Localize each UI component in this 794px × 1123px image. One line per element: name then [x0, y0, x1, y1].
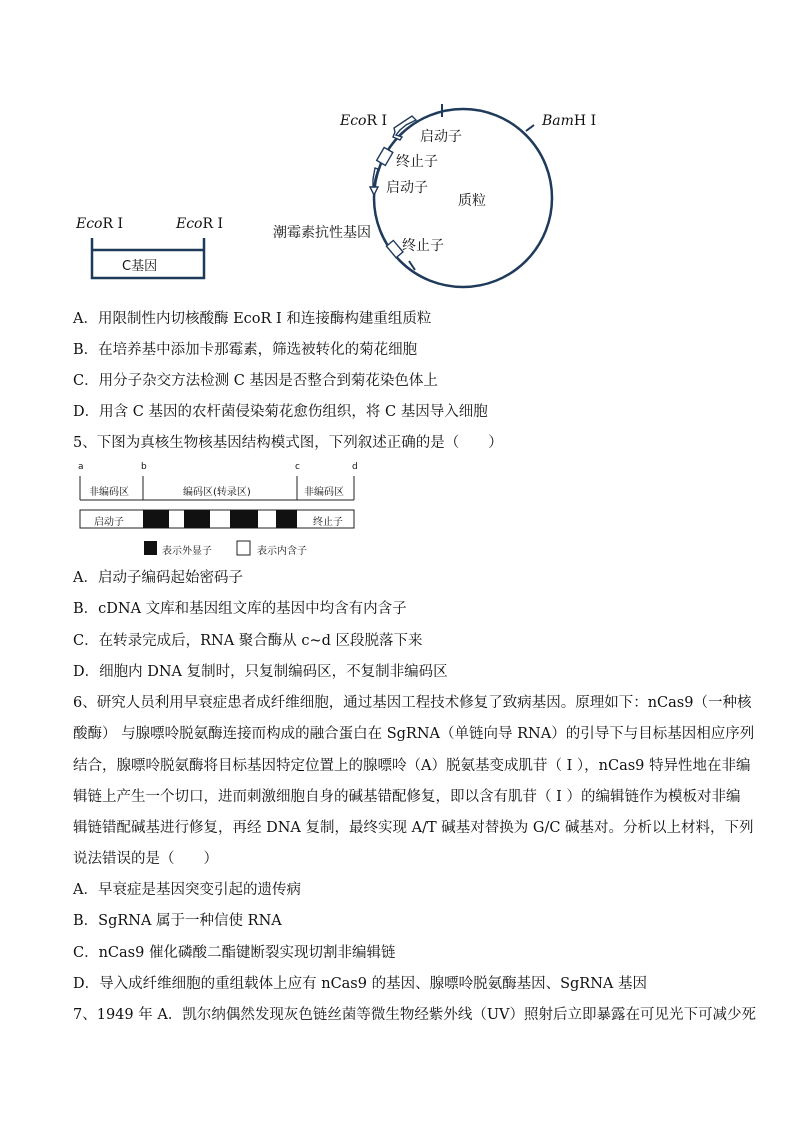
legend-intron-box [237, 541, 250, 555]
plasmid-hyg-label: 潮霉素抗性基因 [273, 225, 371, 241]
q6-option-b: B．SgRNA 属于一种信使 RNA [73, 913, 282, 929]
plasmid-ecori-label: EcoR I [340, 113, 388, 129]
promoter1-arrow [393, 116, 416, 140]
q4-option-a: A．用限制性内切核酸酶 EcoR I 和连接酶构建重组质粒 [73, 311, 432, 327]
q6-stem-line-6: 说法错误的是（ ） [73, 851, 218, 867]
plasmid-promoter1-label: 启动子 [420, 129, 462, 145]
noncoding-right-label: 非编码区 [304, 487, 344, 498]
q6-option-c: C．nCas9 催化磷酸二酯键断裂实现切割非编辑链 [73, 945, 396, 961]
q6-option-a: A．早衰症是基因突变引起的遗传病 [73, 882, 301, 898]
fragment-left-ecori-label: EcoR I [76, 216, 124, 232]
legend-intron-label: 表示内含子 [257, 546, 307, 557]
bamhi-site-tick [526, 125, 534, 131]
q4-option-d: D．用含 C 基因的农杆菌侵染菊花愈伤组织，将 C 基因导入细胞 [73, 404, 488, 420]
plasmid-terminator1-label: 终止子 [396, 154, 438, 170]
q5-option-a: A．启动子编码起始密码子 [73, 570, 243, 586]
noncoding-left-label: 非编码区 [89, 487, 129, 498]
c-gene-label: C基因 [122, 259, 158, 274]
terminator-label: 终止子 [313, 517, 343, 528]
exon-4 [276, 510, 297, 528]
plasmid-bamhi-label: BamH I [542, 113, 597, 129]
q4-option-b: B．在培养基中添加卡那霉素，筛选被转化的菊花细胞 [73, 342, 418, 358]
q6-option-d: D．导入成纤维细胞的重组载体上应有 nCas9 的基因、腺嘌呤脱氨酶基因、SgRNA 基因 [73, 976, 647, 992]
point-c-label: c [295, 462, 300, 472]
point-b-label: b [141, 462, 147, 472]
q4-option-c: C．用分子杂交方法检测 C 基因是否整合到菊花染色体上 [73, 373, 438, 389]
coding-region-label: 编码区(转录区) [183, 487, 251, 498]
q6-stem-line-3: 结合，腺嘌呤脱氨酶将目标基因特定位置上的腺嘌呤（A）脱氨基变成肌苷（ I ），nCas9 特异性地在非编 [73, 758, 751, 774]
exon-3 [230, 510, 258, 528]
q6-stem-line-1: 6、研究人员利用早衰症患者成纤维细胞，通过基因工程技术修复了致病基因。原理如下：nCas9（一种核 [73, 695, 752, 711]
legend-exon-box [144, 541, 157, 555]
point-d-label: d [352, 462, 358, 472]
q5-stem: 5、下图为真核生物核基因结构模式图，下列叙述正确的是（ ） [73, 435, 503, 451]
q7-stem-line-1: 7、1949 年 A．凯尔纳偶然发现灰色链丝菌等微生物经紫外线（UV）照射后立即暴露在可见光下可减少死 [73, 1007, 757, 1023]
q5-option-c: C．在转录完成后，RNA 聚合酶从 c~d 区段脱落下来 [73, 633, 423, 649]
exon-2 [184, 510, 210, 528]
promoter-label: 启动子 [94, 517, 124, 528]
q6-stem-line-2: 酸酶） 与腺嘌呤脱氨酶连接而构成的融合蛋白在 SgRNA（单链向导 RNA）的引导下与目标基因相应序列 [73, 726, 755, 742]
q5-option-d: D．细胞内 DNA 复制时，只复制编码区，不复制非编码区 [73, 664, 448, 680]
point-a-label: a [78, 462, 84, 472]
plasmid-promoter2-label: 启动子 [386, 180, 428, 196]
legend-exon-label: 表示外显子 [162, 546, 212, 557]
terminator2-box [386, 240, 403, 257]
fragment-right-ecori-label: EcoR I [176, 216, 224, 232]
q6-stem-line-5: 辑链错配碱基进行修复，再经 DNA 复制，最终实现 A/T 碱基对替换为 G/C 碱基对。分析以上材料，下列 [73, 820, 754, 836]
q5-option-b: B．cDNA 文库和基因组文库的基因中均含有内含子 [73, 601, 407, 617]
terminator1-box [377, 147, 393, 165]
plasmid-center-label: 质粒 [458, 193, 486, 209]
q6-stem-line-4: 辑链上产生一个切口，进而刺激细胞自身的碱基错配修复，即以含有肌苷（ I ）的编辑链作为模板对非编 [73, 789, 741, 805]
exon-1 [143, 510, 169, 528]
plasmid-terminator2-label: 终止子 [402, 238, 444, 254]
